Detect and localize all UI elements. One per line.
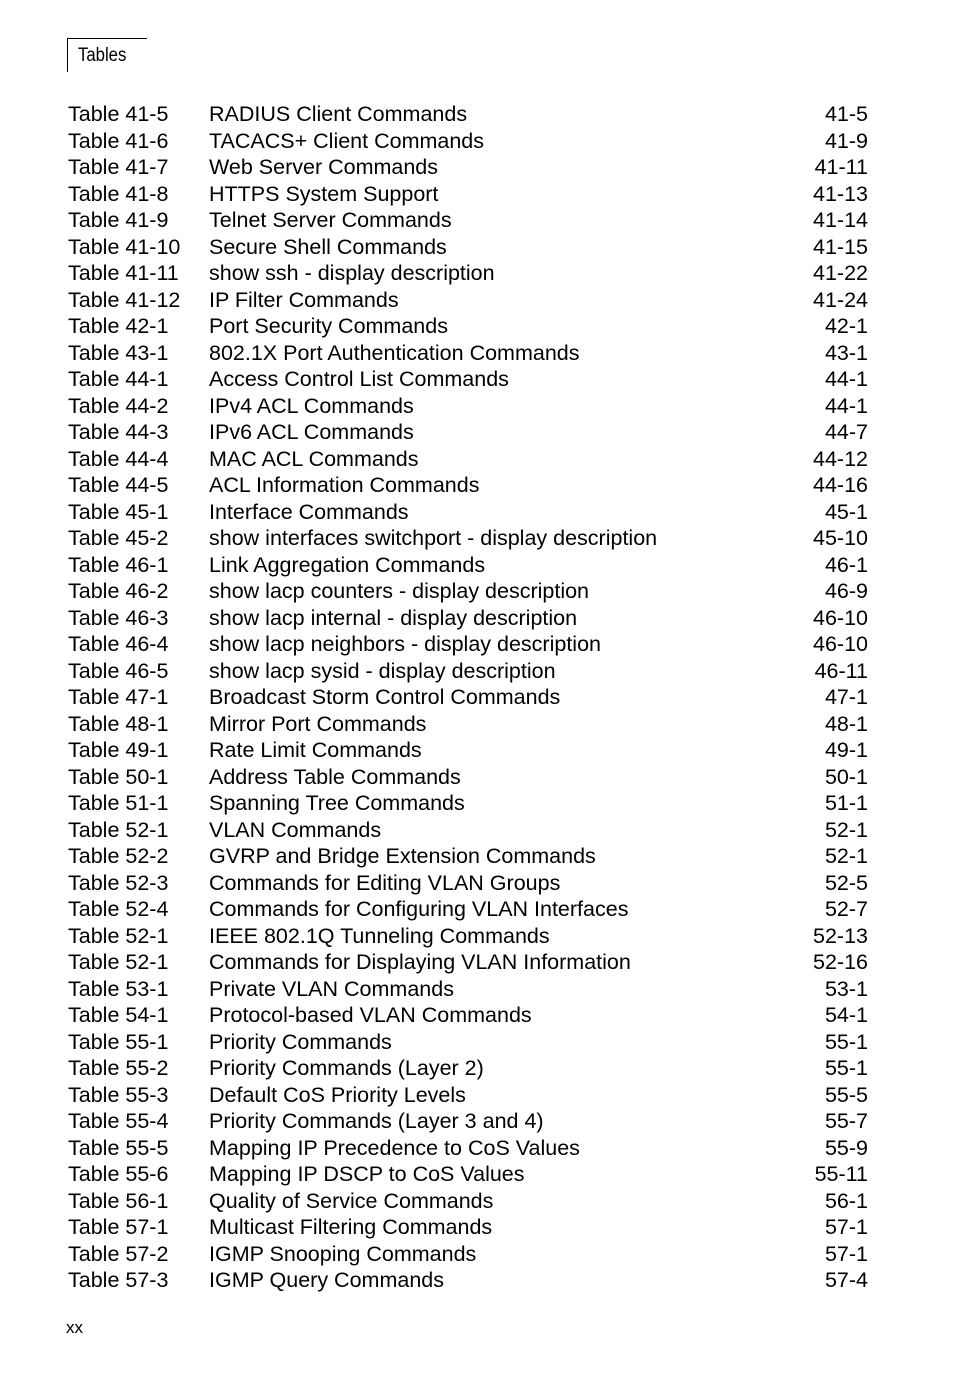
page-reference: 56-1: [824, 1188, 868, 1213]
table-number: Table 55-6: [68, 1162, 169, 1186]
toc-entry[interactable]: [68, 1029, 868, 1056]
table-title: HTTPS System Support: [209, 181, 439, 206]
page-reference: 52-1: [824, 844, 868, 868]
table-number: Table 44-4: [68, 446, 169, 471]
toc-entry[interactable]: [68, 287, 868, 314]
table-title: Protocol-based VLAN Commands: [209, 1003, 532, 1027]
table-title: IPv6 ACL Commands: [209, 420, 414, 444]
page-reference: 46-9: [824, 579, 868, 603]
table-title: Link Aggregation Commands: [209, 552, 486, 577]
table-number: Table 44-3: [68, 420, 169, 444]
toc-entry[interactable]: [68, 525, 868, 552]
toc-entry[interactable]: [68, 923, 868, 950]
table-number: Table 55-4: [68, 1109, 169, 1133]
page-reference: 41-5: [824, 102, 868, 126]
page-reference: 55-1: [824, 1029, 868, 1054]
table-title: IGMP Query Commands: [209, 1268, 444, 1292]
table-title: MAC ACL Commands: [209, 446, 419, 471]
toc-entry[interactable]: [68, 128, 868, 155]
toc-entry[interactable]: [68, 790, 868, 817]
table-title: Interface Commands: [209, 499, 409, 524]
toc-entry[interactable]: [68, 313, 868, 340]
table-title: show lacp internal - display description: [209, 605, 578, 630]
table-title: Broadcast Storm Control Commands: [209, 685, 561, 709]
table-number: Table 52-4: [68, 897, 169, 921]
page-reference: 57-1: [824, 1215, 868, 1239]
table-title: show lacp neighbors - display description: [209, 632, 601, 656]
toc-entry[interactable]: [68, 870, 868, 897]
table-number: Table 45-2: [68, 526, 169, 550]
table-number: Table 46-5: [68, 658, 169, 683]
page-reference: 53-1: [824, 976, 868, 1001]
running-header: [67, 38, 147, 72]
table-title: Web Server Commands: [209, 155, 439, 179]
table-title: IGMP Snooping Commands: [209, 1241, 477, 1266]
toc-entry[interactable]: [68, 1135, 868, 1162]
table-number: Table 52-1: [68, 817, 169, 842]
page-reference: 41-13: [813, 181, 868, 206]
table-number: Table 44-1: [68, 367, 169, 391]
toc-entry[interactable]: [68, 764, 868, 791]
table-number: Table 41-7: [68, 155, 169, 179]
table-number: Table 52-2: [68, 844, 169, 868]
page-reference: 48-1: [824, 711, 868, 736]
toc-entry[interactable]: [68, 1214, 868, 1241]
table-number: Table 55-3: [68, 1082, 169, 1107]
page-reference: 47-1: [824, 685, 868, 709]
toc-entry[interactable]: [68, 419, 868, 446]
page-reference: 44-7: [824, 420, 868, 444]
table-title: Multicast Filtering Commands: [209, 1215, 493, 1239]
table-title: Mapping IP Precedence to CoS Values: [209, 1135, 580, 1160]
table-title: show lacp sysid - display description: [209, 658, 556, 683]
toc-entry[interactable]: [68, 552, 868, 579]
table-title: Telnet Server Commands: [209, 208, 452, 232]
table-number: Table 55-2: [68, 1056, 169, 1080]
toc-entry[interactable]: [68, 631, 868, 658]
page-reference: 52-13: [813, 923, 868, 948]
table-title: IEEE 802.1Q Tunneling Commands: [209, 923, 550, 948]
toc-entry[interactable]: [68, 207, 868, 234]
toc-entry[interactable]: [68, 605, 868, 632]
toc-entry[interactable]: [68, 578, 868, 605]
table-number: Table 44-2: [68, 393, 169, 418]
page-reference: 52-1: [824, 817, 868, 842]
page-reference: 57-1: [824, 1241, 868, 1266]
page-reference: 44-12: [813, 446, 868, 471]
toc-entry[interactable]: [68, 737, 868, 764]
page-reference: 52-16: [813, 950, 868, 974]
page-reference: 41-11: [814, 155, 868, 179]
table-title: show lacp counters - display description: [209, 579, 590, 603]
page-number: xx: [66, 1318, 83, 1337]
table-title: VLAN Commands: [209, 817, 382, 842]
page-reference: 44-1: [824, 393, 868, 418]
table-number: Table 50-1: [68, 764, 169, 789]
table-title: Priority Commands (Layer 2): [209, 1056, 484, 1080]
page-reference: 44-1: [824, 367, 868, 391]
table-title: Mirror Port Commands: [209, 711, 427, 736]
table-number: Table 41-6: [68, 128, 169, 153]
table-title: show interfaces switchport - display description: [209, 526, 658, 550]
page-reference: 52-7: [824, 897, 868, 921]
page-reference: 51-1: [824, 791, 868, 815]
table-number: Table 57-1: [68, 1215, 169, 1239]
toc-entry[interactable]: [68, 896, 868, 923]
page-reference: 55-9: [824, 1135, 868, 1160]
page-reference: 57-4: [824, 1268, 868, 1292]
table-number: Table 55-1: [68, 1029, 169, 1054]
table-title: Spanning Tree Commands: [209, 791, 465, 815]
toc-entry[interactable]: [68, 472, 868, 499]
page-reference: 55-7: [824, 1109, 868, 1133]
page-reference: 46-1: [824, 552, 868, 577]
table-number: Table 55-5: [68, 1135, 169, 1160]
page-reference: 46-10: [813, 632, 868, 656]
table-number: Table 46-3: [68, 605, 169, 630]
toc-entry[interactable]: [68, 154, 868, 181]
page-reference: 55-1: [824, 1056, 868, 1080]
table-title: Address Table Commands: [209, 764, 461, 789]
page-reference: 41-22: [813, 261, 868, 285]
toc-entry[interactable]: [68, 340, 868, 367]
table-number: Table 41-10: [68, 234, 181, 259]
table-title: IPv4 ACL Commands: [209, 393, 414, 418]
table-title: Private VLAN Commands: [209, 976, 454, 1001]
table-title: Access Control List Commands: [209, 367, 509, 391]
toc-entry[interactable]: [68, 976, 868, 1003]
toc-entry[interactable]: [68, 446, 868, 473]
table-title: Priority Commands (Layer 3 and 4): [209, 1109, 544, 1133]
toc-entry[interactable]: [68, 1108, 868, 1135]
toc-entry[interactable]: [68, 658, 868, 685]
table-title: Port Security Commands: [209, 314, 448, 338]
toc-entry[interactable]: [68, 1055, 868, 1082]
page-reference: 49-1: [824, 738, 868, 762]
header-label: Tables: [78, 45, 127, 66]
page-reference: 55-11: [814, 1162, 868, 1186]
toc-entry[interactable]: [68, 1188, 868, 1215]
table-title: Mapping IP DSCP to CoS Values: [209, 1162, 525, 1186]
table-title: IP Filter Commands: [209, 287, 399, 312]
page-reference: 46-10: [813, 605, 868, 630]
table-title: ACL Information Commands: [209, 473, 480, 497]
page-reference: 46-11: [814, 658, 868, 683]
table-number: Table 56-1: [68, 1188, 169, 1213]
toc-entry[interactable]: [68, 1082, 868, 1109]
page-reference: 52-5: [824, 870, 868, 895]
table-number: Table 41-9: [68, 208, 169, 232]
toc-entry[interactable]: [68, 1002, 868, 1029]
table-title: show ssh - display description: [209, 261, 495, 285]
toc-entry[interactable]: [68, 949, 868, 976]
table-title: Commands for Displaying VLAN Information: [209, 950, 631, 974]
table-number: Table 46-2: [68, 579, 169, 603]
toc-entry[interactable]: [68, 1161, 868, 1188]
table-number: Table 46-1: [68, 552, 169, 577]
table-title: Quality of Service Commands: [209, 1188, 494, 1213]
toc-entry[interactable]: [68, 684, 868, 711]
table-number: Table 57-2: [68, 1241, 169, 1266]
table-title: Rate Limit Commands: [209, 738, 422, 762]
table-number: Table 41-5: [68, 102, 169, 126]
table-number: Table 52-1: [68, 923, 169, 948]
table-of-contents-list: [68, 101, 868, 1294]
table-number: Table 54-1: [68, 1003, 169, 1027]
toc-entry[interactable]: [68, 1267, 868, 1294]
toc-entry[interactable]: [68, 499, 868, 526]
table-number: Table 41-11: [68, 261, 179, 285]
page-reference: 41-14: [813, 208, 868, 232]
toc-entry[interactable]: [68, 393, 868, 420]
table-number: Table 43-1: [68, 340, 169, 365]
page-reference: 43-1: [824, 340, 868, 365]
table-number: Table 52-1: [68, 950, 169, 974]
toc-entry[interactable]: [68, 260, 868, 287]
table-number: Table 44-5: [68, 473, 169, 497]
toc-entry[interactable]: [68, 181, 868, 208]
table-title: Secure Shell Commands: [209, 234, 447, 259]
table-title: Priority Commands: [209, 1029, 392, 1054]
toc-entry[interactable]: [68, 843, 868, 870]
table-title: Commands for Editing VLAN Groups: [209, 870, 561, 895]
page-reference: 45-1: [824, 499, 868, 524]
page-reference: 45-10: [813, 526, 868, 550]
page-reference: 44-16: [813, 473, 868, 497]
table-title: GVRP and Bridge Extension Commands: [209, 844, 596, 868]
table-number: Table 47-1: [68, 685, 169, 709]
table-number: Table 46-4: [68, 632, 169, 656]
page-reference: 54-1: [824, 1003, 868, 1027]
toc-entry[interactable]: [68, 234, 868, 261]
page-reference: 42-1: [824, 314, 868, 338]
toc-entry[interactable]: [68, 817, 868, 844]
page-reference: 41-24: [813, 287, 868, 312]
table-title: RADIUS Client Commands: [209, 102, 468, 126]
table-number: Table 57-3: [68, 1268, 169, 1292]
table-title: Commands for Configuring VLAN Interfaces: [209, 897, 629, 921]
table-number: Table 41-12: [68, 287, 181, 312]
table-number: Table 41-8: [68, 181, 169, 206]
table-title: 802.1X Port Authentication Commands: [209, 340, 580, 365]
table-number: Table 49-1: [68, 738, 169, 762]
toc-entry[interactable]: [68, 711, 868, 738]
table-title: TACACS+ Client Commands: [209, 128, 485, 153]
table-number: Table 52-3: [68, 870, 169, 895]
table-number: Table 48-1: [68, 711, 169, 736]
page-reference: 55-5: [824, 1082, 868, 1107]
toc-entry[interactable]: [68, 1241, 868, 1268]
toc-entry[interactable]: [68, 101, 868, 128]
table-number: Table 45-1: [68, 499, 169, 524]
table-number: Table 53-1: [68, 976, 169, 1001]
table-title: Default CoS Priority Levels: [209, 1082, 466, 1107]
page-reference: 50-1: [824, 764, 868, 789]
toc-entry[interactable]: [68, 366, 868, 393]
page-reference: 41-15: [813, 234, 868, 259]
page-reference: 41-9: [824, 128, 868, 153]
table-number: Table 51-1: [68, 791, 169, 815]
table-number: Table 42-1: [68, 314, 169, 338]
